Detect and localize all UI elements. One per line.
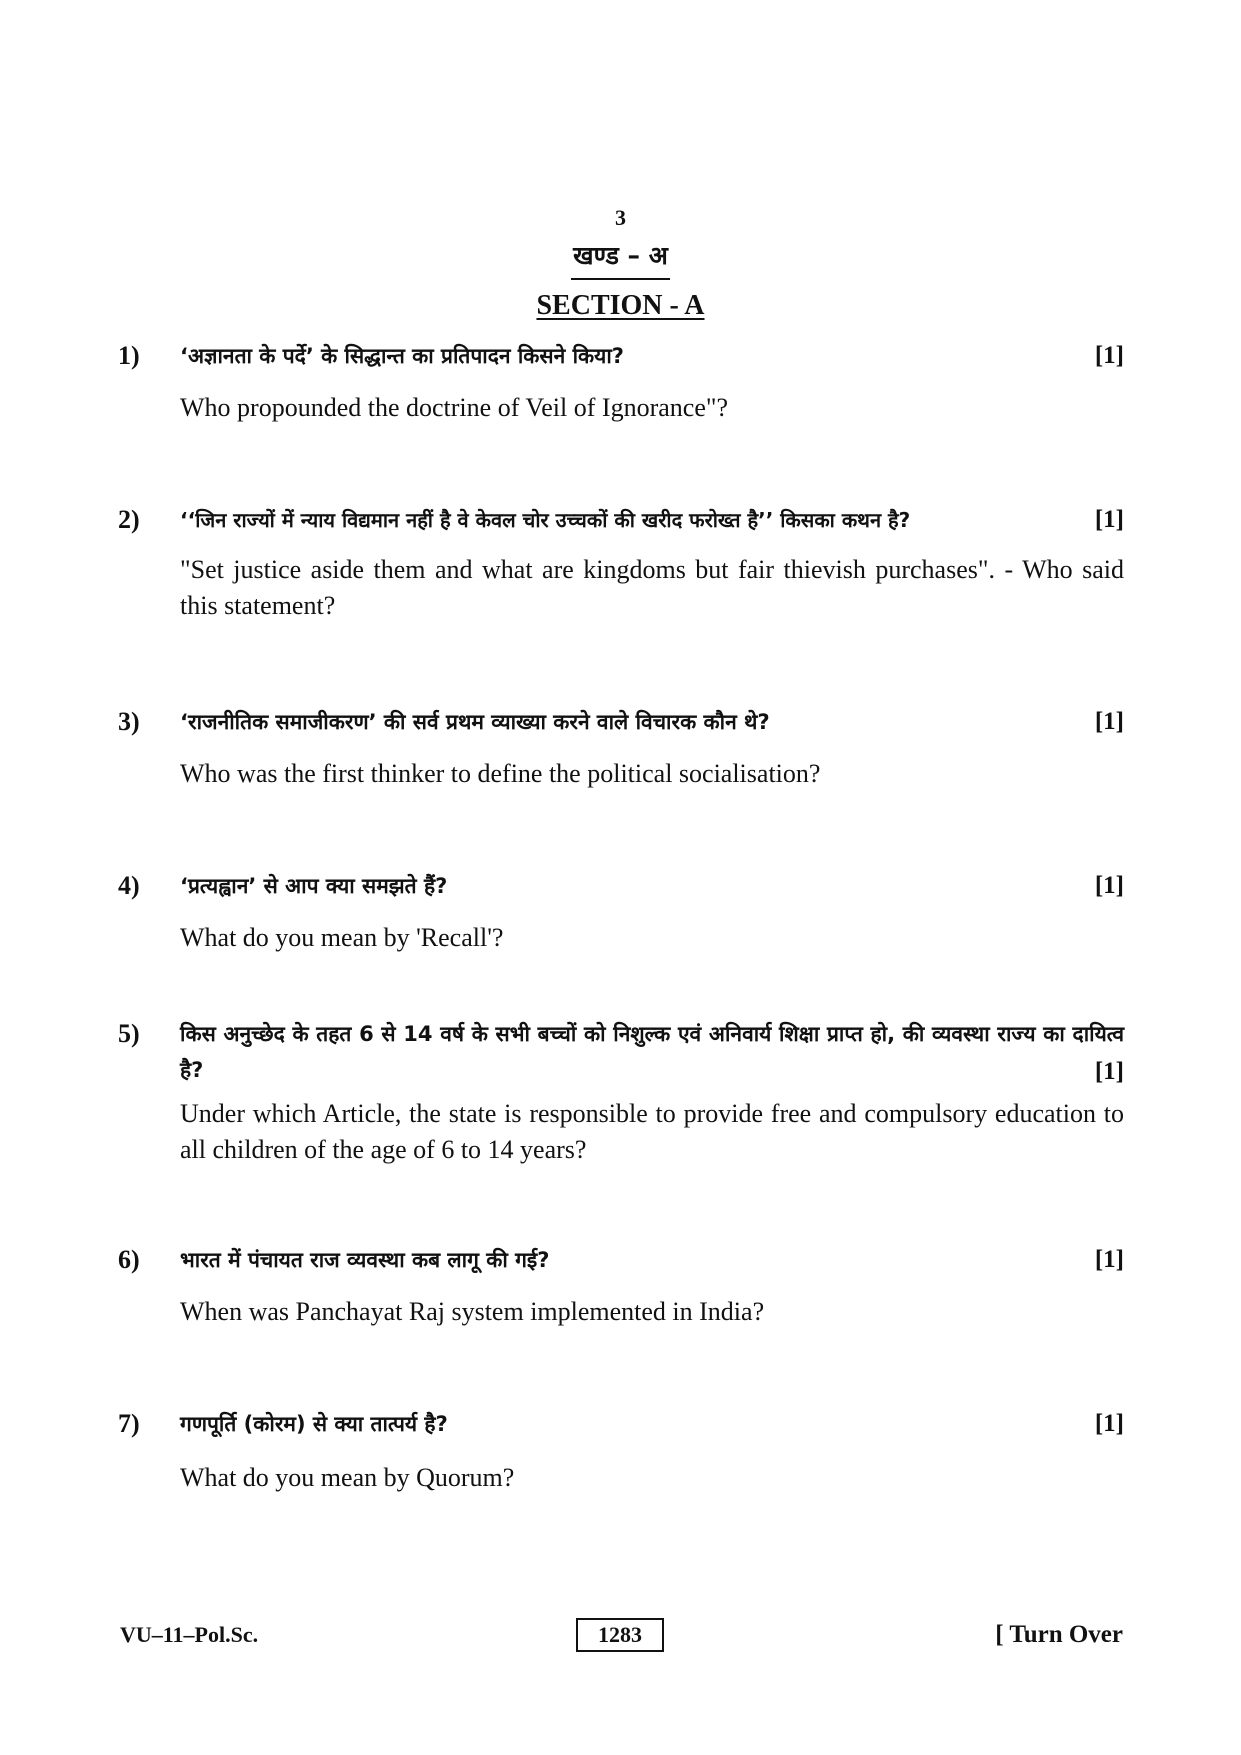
- question-english: Who was the first thinker to define the political socialisation?: [180, 759, 821, 788]
- question-marks: [1]: [1094, 1410, 1124, 1437]
- question-hindi: ‘प्रत्यह्वान’ से आप क्या समझते हैं?: [180, 874, 448, 898]
- section-title-hindi-text: खण्ड – अ: [571, 238, 670, 280]
- turn-over-label: [ Turn Over: [995, 1621, 1123, 1648]
- question-number: 5): [118, 1019, 140, 1048]
- question-english: What do you mean by Quorum?: [180, 1463, 515, 1492]
- question-marks: [1]: [1094, 1058, 1124, 1085]
- question-hindi: किस अनुच्छेद के तहत 6 से 14 वर्ष के सभी बच्चों को निशुल्क एवं अनिवार्य शिक्षा प्राप्त हो, की व्यवस्था राज्य का दायित्व है?: [180, 1022, 1124, 1082]
- question-hindi: ‘राजनीतिक समाजीकरण’ की सर्व प्रथम व्याख्या करने वाले विचारक कौन थे?: [180, 710, 770, 734]
- question-number: 6): [118, 1245, 140, 1274]
- question-english: Under which Article, the state is responsible to provide free and compulsory education to all children of the age of 6 to 14 years?: [180, 1099, 1124, 1164]
- question-hindi: भारत में पंचायत राज व्यवस्था कब लागू की गई?: [180, 1248, 550, 1272]
- question-number: 1): [118, 341, 140, 370]
- question-hindi: गणपूर्ति (कोरम) से क्या तात्पर्य है?: [180, 1412, 448, 1436]
- question-number: 4): [118, 871, 140, 900]
- page-number: 3: [615, 205, 626, 230]
- section-title-hindi: [0, 238, 1241, 280]
- paper-code: VU–11–Pol.Sc.: [120, 1622, 259, 1647]
- question-marks: [1]: [1094, 342, 1124, 369]
- section-title-english: SECTION - A: [536, 290, 705, 321]
- question-marks: [1]: [1094, 708, 1124, 735]
- page-code-box: 1283: [576, 1618, 664, 1652]
- question-marks: [1]: [1094, 1246, 1124, 1273]
- question-english: When was Panchayat Raj system implemented in India?: [180, 1297, 765, 1326]
- question-marks: [1]: [1094, 506, 1124, 533]
- question-hindi: ‘‘जिन राज्यों में न्याय विद्यमान नहीं है वे केवल चोर उच्चकों की खरीद फरोख्त है’’ किसका कथन है?: [180, 508, 911, 532]
- question-number: 7): [118, 1409, 140, 1438]
- question-number: 2): [118, 505, 140, 534]
- question-english: "Set justice aside them and what are kingdoms but fair thievish purchases". - Who said this statement?: [180, 555, 1124, 620]
- question-marks: [1]: [1094, 872, 1124, 899]
- question-number: 3): [118, 707, 140, 736]
- question-english: Who propounded the doctrine of Veil of Ignorance"?: [180, 393, 729, 422]
- question-hindi: ‘अज्ञानता के पर्दे’ के सिद्धान्त का प्रतिपादन किसने किया?: [180, 344, 624, 368]
- question-english: What do you mean by 'Recall'?: [180, 923, 504, 952]
